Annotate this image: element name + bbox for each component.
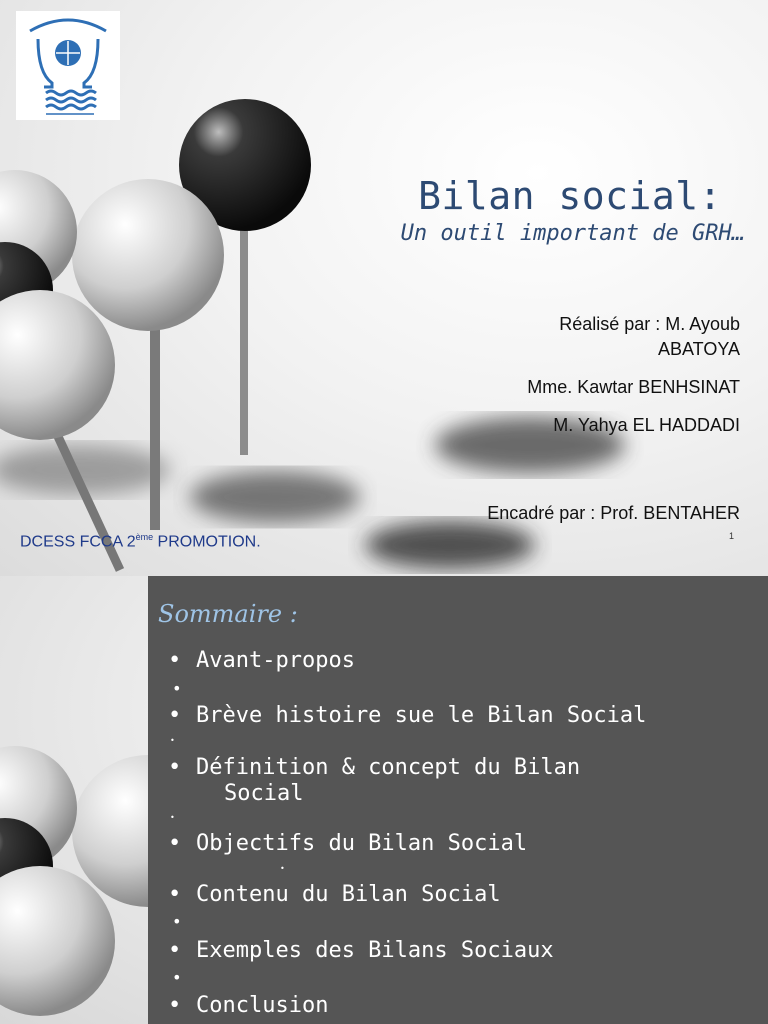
toc-item-label: Conclusion [196,993,329,1018]
university-logo [16,11,120,120]
toc-item-label: Avant-propos [196,648,355,673]
toc-heading: Sommaire : [158,600,298,628]
bullet-icon: • [168,755,182,780]
promotion-label [20,532,261,551]
small-dot-icon: • [280,864,285,873]
toc-item-label: Contenu du Bilan Social [196,882,501,907]
bullet-icon: • [168,648,182,673]
small-dot-icon: • [170,813,175,822]
slide-number: 1 [728,531,734,541]
toc-item [168,703,646,728]
toc-item [168,648,355,673]
authors-credit [420,312,740,362]
toc-item [168,831,527,856]
toc-item [168,993,328,1018]
supervisor: Encadré par : Prof. BENTAHER [487,503,740,523]
empty-bullet-icon: • [172,912,182,931]
toc-item [168,882,501,907]
presentation-title: Bilan social: [418,174,722,218]
toc-item-label: Brève histoire sue le Bilan Social [196,703,647,728]
promotion-suffix: PROMOTION. [153,533,261,551]
university-logo-icon [16,11,120,120]
toc-item-label: Exemples des Bilans Sociaux [196,938,554,963]
promotion-prefix: DCESS FCCA 2 [20,533,136,551]
toc-item [168,938,554,963]
bullet-icon: • [168,938,182,963]
presentation-subtitle: Un outil important de GRH… [400,221,745,246]
toc-item-label: Définition & concept du Bilan [196,755,581,780]
author-1-name: Réalisé par : M. Ayoub [559,314,740,334]
empty-bullet-icon: • [172,679,182,698]
toc-item-continuation: Social [224,781,304,806]
promotion-superscript: ème [135,532,154,542]
slide-table-of-contents [0,576,768,1024]
bullet-icon: • [168,703,182,728]
bullet-icon: • [168,993,182,1018]
toc-item [168,755,580,780]
authors-block [420,312,740,451]
bullet-icon: • [168,882,182,907]
author-1-surname: ABATOYA [657,339,740,359]
bullet-icon: • [168,831,182,856]
author-2: Mme. Kawtar BENHSINAT [527,377,740,397]
empty-bullet-icon: • [172,968,182,987]
toc-item-label: Objectifs du Bilan Social [196,831,528,856]
author-3: M. Yahya EL HADDADI [553,415,740,435]
small-dot-icon: • [170,736,175,745]
